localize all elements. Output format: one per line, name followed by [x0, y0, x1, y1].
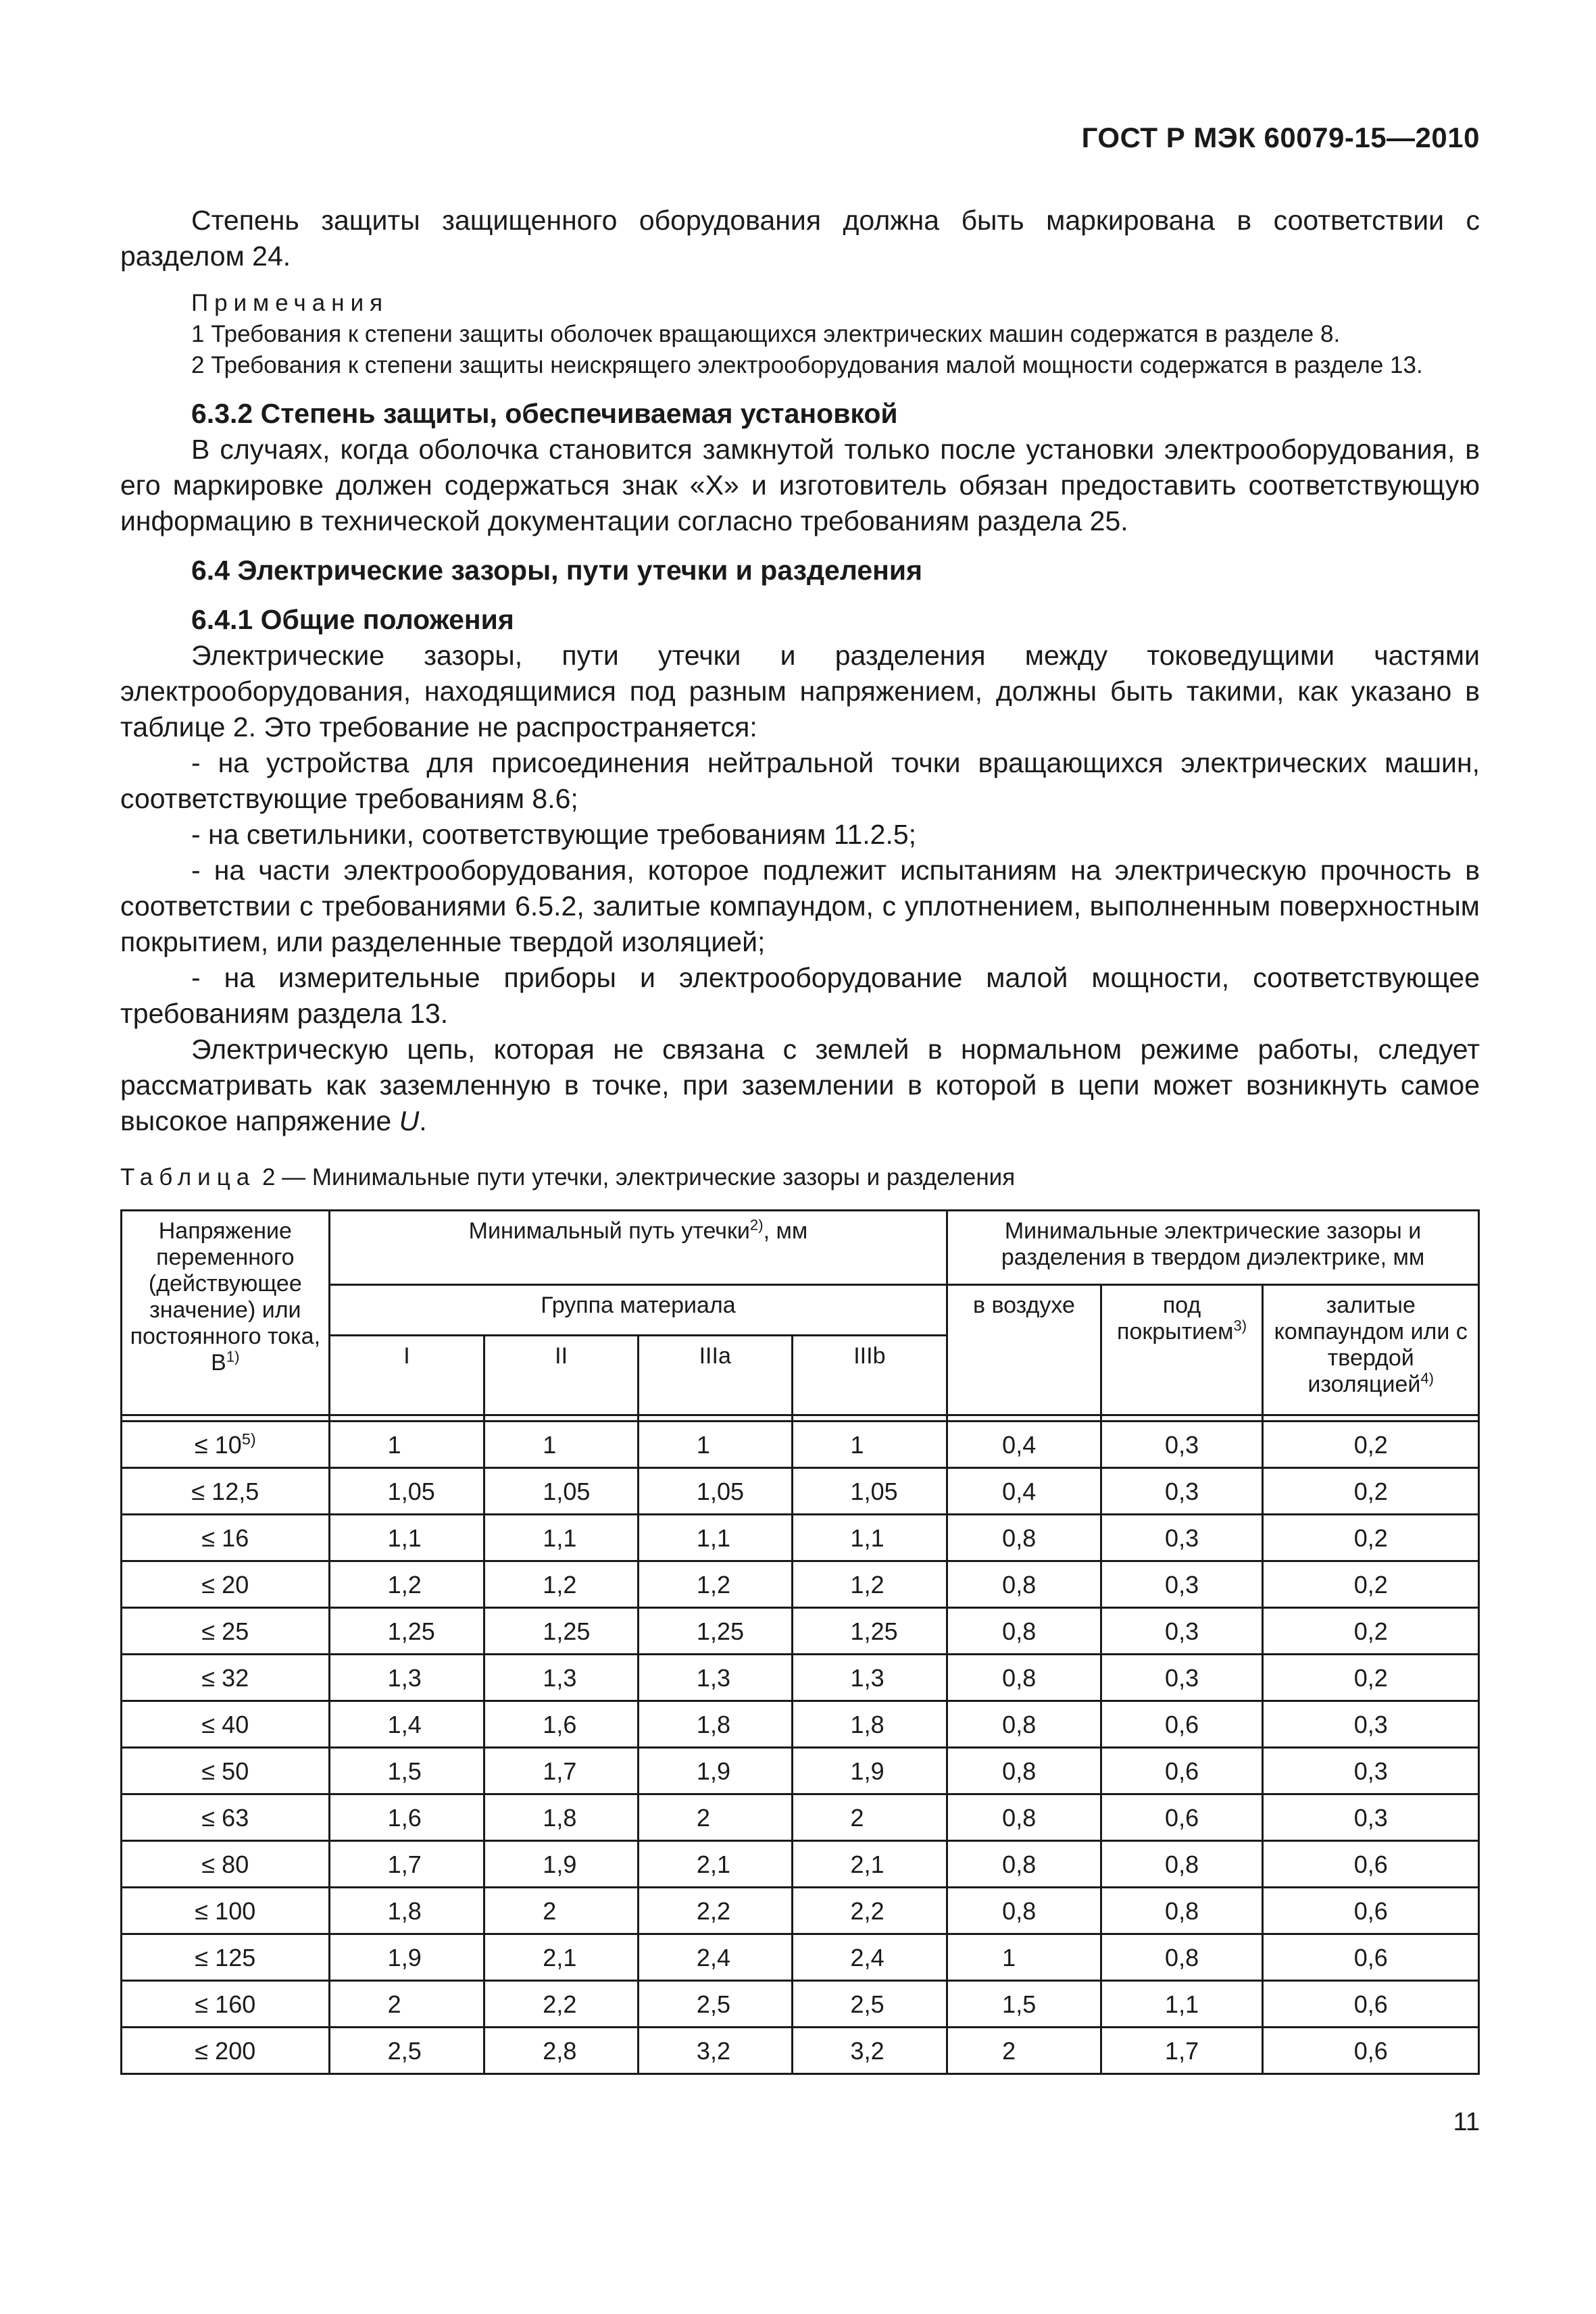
table-caption-text: 2 — Минимальные пути утечки, электрические зазоры и разделения — [255, 1164, 1016, 1190]
value-cell: 1,5 — [947, 1981, 1101, 2028]
voltage-cell: ≤ 20 — [122, 1561, 330, 1608]
heading-6-4-1: 6.4.1 Общие положения — [191, 604, 514, 635]
voltage-cell: ≤ 32 — [122, 1655, 330, 1701]
voltage-cell: ≤ 63 — [122, 1794, 330, 1841]
value-cell: 1,2 — [792, 1561, 947, 1608]
header-voltage: Напряжение переменного (действующее значение) или постоянного тока, $В^{1)}$ — [122, 1211, 330, 1415]
value-cell: 1,7 — [329, 1841, 484, 1888]
value-cell: 1,9 — [638, 1748, 792, 1794]
voltage-cell: ≤ 100 — [122, 1888, 330, 1934]
body-text — [120, 203, 1480, 1139]
value-cell: 0,3 — [1101, 1561, 1263, 1608]
value-cell: 0,6 — [1263, 2028, 1479, 2074]
notes-block — [120, 288, 1480, 381]
value-cell: 0,6 — [1101, 1748, 1263, 1794]
table-row — [122, 1934, 1479, 1981]
value-cell: 2 — [947, 2028, 1101, 2074]
value-cell: 1,1 — [638, 1515, 792, 1561]
table-row — [122, 1468, 1479, 1515]
value-cell: 1,9 — [484, 1841, 639, 1888]
value-cell: 0,8 — [1101, 1841, 1263, 1888]
value-cell: 1,8 — [792, 1701, 947, 1748]
value-cell: 1 — [947, 1934, 1101, 1981]
value-cell: 0,6 — [1263, 1981, 1479, 2028]
table-row — [122, 1608, 1479, 1655]
value-cell: 1,1 — [329, 1515, 484, 1561]
value-cell: 0,2 — [1263, 1422, 1479, 1468]
table-row — [122, 1515, 1479, 1561]
footnote-5-marker: 5) — [241, 1430, 256, 1448]
value-cell: 1,6 — [329, 1794, 484, 1841]
clearance-table — [120, 1209, 1480, 2075]
value-cell: 0,3 — [1101, 1608, 1263, 1655]
value-cell: 0,6 — [1263, 1934, 1479, 1981]
voltage-cell: ≤ 12,5 — [122, 1468, 330, 1515]
value-cell: 1,05 — [484, 1468, 639, 1515]
value-cell: 0,3 — [1263, 1701, 1479, 1748]
voltage-cell: ≤ 125 — [122, 1934, 330, 1981]
notes-title: Примечания — [191, 290, 389, 316]
value-cell: 0,8 — [947, 1515, 1101, 1561]
value-cell: 1,7 — [484, 1748, 639, 1794]
value-cell: 0,8 — [947, 1655, 1101, 1701]
value-cell: 2,2 — [484, 1981, 639, 2028]
table-body — [122, 1422, 1479, 2074]
value-cell: 1,1 — [1101, 1981, 1263, 2028]
header-under-coating: под покрытием$^{3)}$ — [1101, 1285, 1263, 1415]
value-cell: 1,05 — [638, 1468, 792, 1515]
value-cell: 1 — [638, 1422, 792, 1468]
table-row — [122, 1701, 1479, 1748]
value-cell: 0,6 — [1263, 1841, 1479, 1888]
header-material-group: Группа материала — [329, 1285, 947, 1336]
table-caption-word: Таблица — [120, 1164, 256, 1190]
voltage-cell: ≤ 80 — [122, 1841, 330, 1888]
value-cell: 1,05 — [792, 1468, 947, 1515]
value-cell: 0,6 — [1263, 1888, 1479, 1934]
value-cell: 2 — [484, 1888, 639, 1934]
value-cell: 1 — [329, 1422, 484, 1468]
value-cell: 0,2 — [1263, 1655, 1479, 1701]
value-cell: 1,7 — [1101, 2028, 1263, 2074]
value-cell: 1,3 — [792, 1655, 947, 1701]
value-cell: 0,4 — [947, 1468, 1101, 1515]
value-cell: 0,8 — [947, 1701, 1101, 1748]
page-number: 11 — [1453, 2108, 1480, 2136]
header-group-i: I — [329, 1336, 484, 1415]
header-in-air: в воздухе — [947, 1285, 1101, 1415]
header-clearance: Минимальные электрические зазоры и разделения в твердом диэлектрике, мм — [947, 1211, 1479, 1285]
value-cell: 1,25 — [484, 1608, 639, 1655]
table-row — [122, 1748, 1479, 1794]
value-cell: 0,3 — [1101, 1468, 1263, 1515]
value-cell: 0,2 — [1263, 1468, 1479, 1515]
value-cell: 2,2 — [792, 1888, 947, 1934]
value-cell: 2,5 — [638, 1981, 792, 2028]
voltage-cell: ≤ 16 — [122, 1515, 330, 1561]
table-row — [122, 1888, 1479, 1934]
value-cell: 0,2 — [1263, 1515, 1479, 1561]
value-cell: 0,8 — [947, 1748, 1101, 1794]
voltage-cell: ≤ 200 — [122, 2028, 330, 2074]
value-cell: 0,2 — [1263, 1561, 1479, 1608]
paragraph-degree-marking: Степень защиты защищенного оборудования должна быть маркирована в соответствии с разделом 24. — [120, 205, 1480, 272]
value-cell: 1,9 — [329, 1934, 484, 1981]
value-cell: 0,3 — [1263, 1794, 1479, 1841]
header-creepage: Минимальный путь утечки$^{2)}$, мм — [329, 1211, 947, 1285]
value-cell: 0,8 — [947, 1841, 1101, 1888]
table-caption — [120, 1162, 1015, 1193]
value-cell: 2,1 — [792, 1841, 947, 1888]
voltage-cell: ≤ 50 — [122, 1748, 330, 1794]
voltage-cell: ≤ 160 — [122, 1981, 330, 2028]
value-cell: 1,4 — [329, 1701, 484, 1748]
value-cell: 1,8 — [329, 1888, 484, 1934]
note-1: 1 Требования к степени защиты оболочек вращающихся электрических машин содержатся в разделе 8. — [191, 321, 1341, 347]
value-cell: 1,3 — [484, 1655, 639, 1701]
value-cell: 1,8 — [638, 1701, 792, 1748]
value-cell: 1,9 — [792, 1748, 947, 1794]
value-cell: 3,2 — [638, 2028, 792, 2074]
bullet-low-power: - на измерительные приборы и электрооборудование малой мощности, соответствующее требованиям раздела 13. — [120, 962, 1480, 1029]
table-row — [122, 1841, 1479, 1888]
value-cell: 0,8 — [1101, 1888, 1263, 1934]
value-cell: 3,2 — [792, 2028, 947, 2074]
value-cell: 1 — [792, 1422, 947, 1468]
header-compound: залитые компаундом или с твердой изоляцией$^{4)}$ — [1263, 1285, 1479, 1415]
value-cell: 1,2 — [638, 1561, 792, 1608]
header-separator — [122, 1415, 1479, 1422]
value-cell: 2,4 — [792, 1934, 947, 1981]
table-row — [122, 1981, 1479, 2028]
value-cell: 2 — [638, 1794, 792, 1841]
value-cell: 1,2 — [329, 1561, 484, 1608]
voltage-cell: ≤ 25 — [122, 1608, 330, 1655]
bullet-neutral-point: - на устройства для присоединения нейтральной точки вращающихся электрических машин, соответствующие требованиям 8.6; — [120, 747, 1480, 814]
value-cell: 0,6 — [1101, 1701, 1263, 1748]
table-row — [122, 1561, 1479, 1608]
note-2: 2 Требования к степени защиты неискрящего электрооборудования малой мощности содержатся в разделе 13. — [191, 352, 1423, 378]
value-cell: 1,1 — [484, 1515, 639, 1561]
value-cell: 1 — [484, 1422, 639, 1468]
value-cell: 1,2 — [484, 1561, 639, 1608]
value-cell: 0,8 — [947, 1888, 1101, 1934]
table-row — [122, 1655, 1479, 1701]
voltage-cell: ≤ $10^{5)}$ — [122, 1422, 330, 1468]
value-cell: 0,8 — [947, 1608, 1101, 1655]
value-cell: 0,3 — [1101, 1422, 1263, 1468]
value-cell: 0,4 — [947, 1422, 1101, 1468]
value-cell: 0,8 — [1101, 1934, 1263, 1981]
value-cell: 1,5 — [329, 1748, 484, 1794]
header-group-iiib: IIIb — [792, 1336, 947, 1415]
value-cell: 1,3 — [329, 1655, 484, 1701]
value-cell: 0,6 — [1101, 1794, 1263, 1841]
paragraph-installation: В случаях, когда оболочка становится замкнутой только после установки электрооборудования, в его маркировке должен содержаться знак «X» и изготовитель обязан предоставить соответствующую информацию в технической документации согласно требованиям раздела 25. — [120, 434, 1480, 536]
paragraph-earthed-circuit: Электрическую цепь, которая не связана с землей в нормальном режиме работы, следует рассматривать как заземленную в точке, при заземлении в которой в цепи может возникнуть самое высокое напряжение U. — [120, 1034, 1480, 1136]
value-cell: 0,3 — [1263, 1748, 1479, 1794]
table-row — [122, 2028, 1479, 2074]
value-cell: 1,25 — [792, 1608, 947, 1655]
value-cell: 2,8 — [484, 2028, 639, 2074]
value-cell: 1,25 — [329, 1608, 484, 1655]
value-cell: 1,6 — [484, 1701, 639, 1748]
bullet-compound-parts: - на части электрооборудования, которое подлежит испытаниям на электрическую прочность в соответствии с требованиями 6.5.2, залитые компаундом, с уплотнением, выполненным поверхностным покрытием, или разделенные твердой изоляцией; — [120, 855, 1480, 957]
value-cell: 2,5 — [329, 2028, 484, 2074]
paragraph-clearances: Электрические зазоры, пути утечки и разделения между токоведущими частями электрооборудования, находящимися под разным напряжением, должны быть такими, как указано в таблице 2. Это требование не распространяется: — [120, 640, 1480, 743]
value-cell: 2,5 — [792, 1981, 947, 2028]
value-cell: 2 — [329, 1981, 484, 2028]
value-cell: 0,2 — [1263, 1608, 1479, 1655]
value-cell: 1,1 — [792, 1515, 947, 1561]
value-cell: 2,1 — [484, 1934, 639, 1981]
table-row — [122, 1422, 1479, 1468]
heading-6-3-2: 6.3.2 Степень защиты, обеспечиваемая установкой — [191, 398, 898, 429]
value-cell: 2 — [792, 1794, 947, 1841]
table-row — [122, 1794, 1479, 1841]
document-header: ГОСТ Р МЭК 60079-15—2010 — [1081, 122, 1480, 153]
value-cell: 1,3 — [638, 1655, 792, 1701]
value-cell: 0,3 — [1101, 1515, 1263, 1561]
bullet-luminaires: - на светильники, соответствующие требованиям 11.2.5; — [191, 819, 917, 850]
value-cell: 2,4 — [638, 1934, 792, 1981]
value-cell: 2,1 — [638, 1841, 792, 1888]
value-cell: 0,3 — [1101, 1655, 1263, 1701]
voltage-cell: ≤ 40 — [122, 1701, 330, 1748]
value-cell: 1,25 — [638, 1608, 792, 1655]
value-cell: 0,8 — [947, 1794, 1101, 1841]
value-cell: 2,2 — [638, 1888, 792, 1934]
voltage-variable: U — [399, 1105, 420, 1136]
header-group-ii: II — [484, 1336, 639, 1415]
header-group-iiia: IIIa — [638, 1336, 792, 1415]
heading-6-4: 6.4 Электрические зазоры, пути утечки и разделения — [191, 555, 923, 586]
value-cell: 1,8 — [484, 1794, 639, 1841]
value-cell: 0,8 — [947, 1561, 1101, 1608]
value-cell: 1,05 — [329, 1468, 484, 1515]
